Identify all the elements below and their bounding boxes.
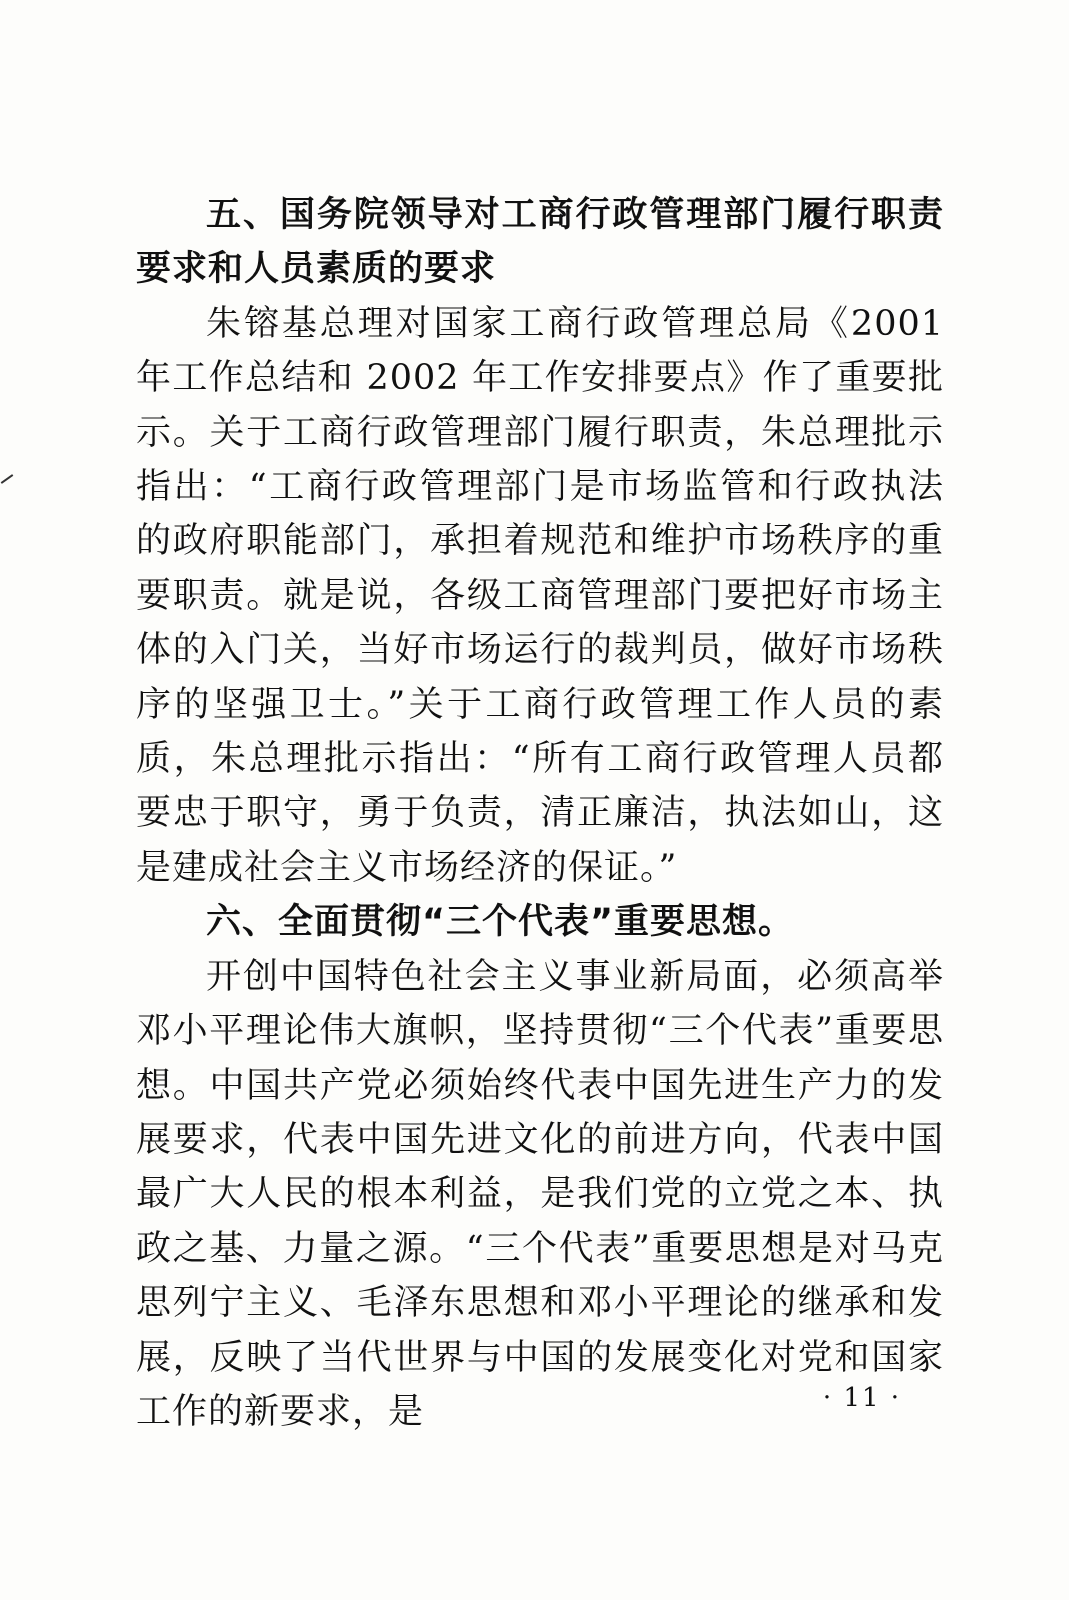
margin-mark (1, 474, 14, 484)
section-5-heading: 五、国务院领导对工商行政管理部门履行职责要求和人员素质的要求 (136, 195, 944, 290)
page-number: · 11 · (822, 1383, 902, 1413)
section-5-paragraph: 朱镕基总理对国家工商行政管理总局《2001 年工作总结和 2002 年工作安排要点》作了重要批示。关于工商行政管理部门履行职责，朱总理批示指出：“工商行政管理部门是市场监管和行政执法的政府职能部门，承担着规范和维护市场秩序的重要职责。就是说，各级工商管理部门要把好市场主体的入门关，当好市场运行的裁判员，做好市场秩序的坚强卫士。”关于工商行政管理工作人员的素质，朱总理批示指出：“所有工商行政管理人员都要忠于职守，勇于负责，清正廉洁，执法如山，这是建成社会主义市场经济的保证。” (136, 303, 944, 888)
section-6-heading: 六、全面贯彻“三个代表”重要思想。 (206, 902, 795, 943)
section-6-paragraph: 开创中国特色社会主义事业新局面，必须高举邓小平理论伟大旗帜，坚持贯彻“三个代表”重要思想。中国共产党必须始终代表中国先进生产力的发展要求，代表中国先进文化的前进方向，代表中国最广大人民的根本利益，是我们党的立党之本、执政之基、力量之源。“三个代表”重要思想是对马克思列宁主义、毛泽东思想和邓小平理论的继承和发展，反映了当代世界与中国的发展变化对党和国家工作的新要求，是 (136, 956, 944, 1432)
body-text (136, 188, 944, 1439)
